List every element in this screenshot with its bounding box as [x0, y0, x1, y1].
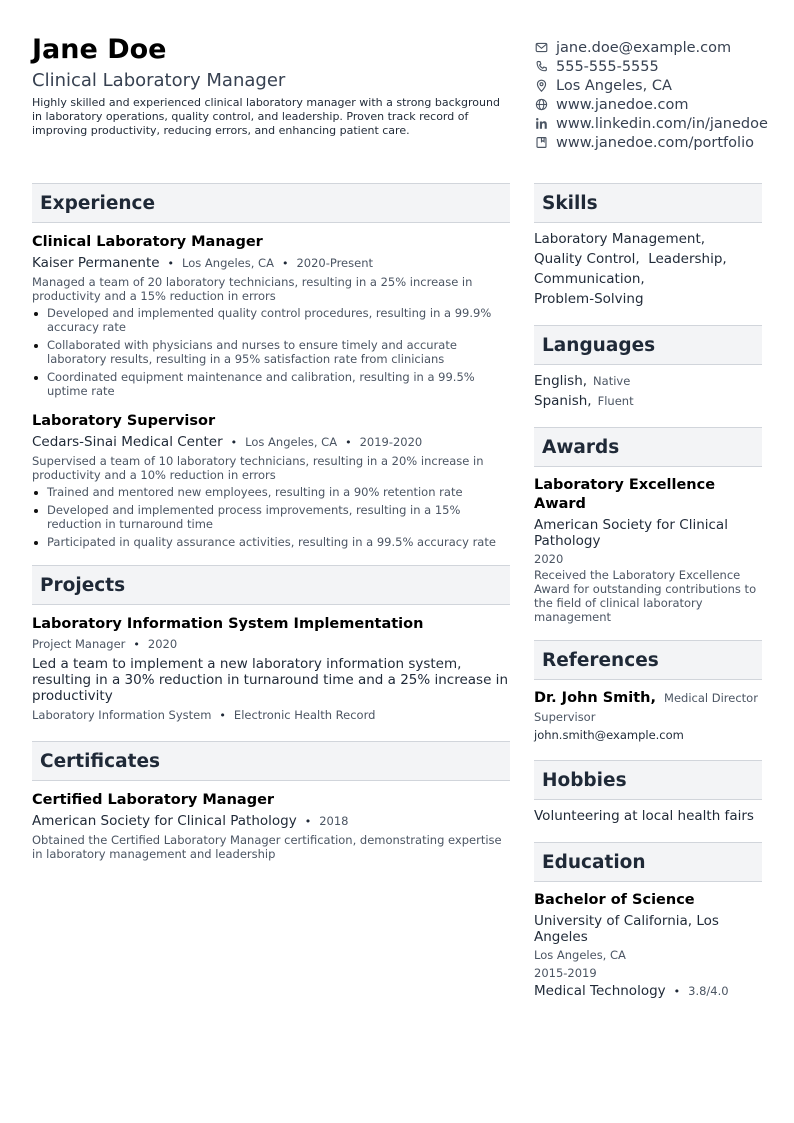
job-dates: 2019-2020 [359, 435, 423, 449]
skill-item: Communication, [534, 271, 645, 287]
education-heading: Education [534, 842, 762, 882]
education-section [534, 842, 762, 1001]
map-pin-icon [534, 79, 548, 93]
projects-heading: Projects [32, 565, 510, 605]
skills-section [534, 183, 762, 309]
contact-email[interactable] [534, 38, 794, 57]
award-title: Laboratory Excellence Award [534, 477, 716, 512]
contact-info [534, 38, 794, 152]
contact-location [534, 76, 794, 95]
main-column [32, 183, 510, 877]
skill-item: Leadership, [648, 251, 727, 267]
language-level: Fluent [597, 394, 634, 408]
experience-entry [32, 412, 510, 549]
contact-website[interactable] [534, 95, 794, 114]
project-tag: Electronic Health Record [233, 708, 376, 722]
school: University of California, Los Angeles [534, 913, 719, 945]
bookmark-icon [534, 136, 548, 150]
hobby-item: Volunteering at local health fairs [534, 808, 754, 824]
job-meta [32, 433, 510, 452]
job-title: Laboratory Supervisor [32, 413, 216, 429]
certificate-year: 2018 [319, 814, 349, 828]
side-column [534, 183, 762, 1017]
separator-dot: • [304, 815, 312, 828]
language-level: Native [593, 374, 631, 388]
hobbies-section [534, 760, 762, 826]
degree: Bachelor of Science [534, 892, 695, 908]
job-title: Clinical Laboratory Manager [32, 234, 263, 250]
award-year: 2020 [534, 552, 564, 566]
certificate-issuer: American Society for Clinical Pathology [32, 813, 297, 829]
project-description: Led a team to implement a new laboratory information system, resulting in a 30% reduction in turnaround time and a 25% increase in productivity [32, 656, 508, 704]
separator-dot: • [167, 257, 175, 270]
portfolio-link: www.janedoe.com/portfolio [556, 134, 754, 151]
hobbies-heading: Hobbies [534, 760, 762, 800]
linkedin-link: www.linkedin.com/in/janedoe [556, 115, 768, 132]
education-meta [534, 982, 762, 1001]
certificates-section [32, 741, 510, 861]
project-title: Laboratory Information System Implementation [32, 616, 424, 632]
references-section [534, 640, 762, 744]
experience-heading: Experience [32, 183, 510, 223]
gpa: 3.8/4.0 [688, 984, 729, 998]
bullet-item: Developed and implemented quality control procedures, resulting in a 99.9% accuracy rate [32, 306, 510, 334]
job-location: Los Angeles, CA [245, 435, 338, 449]
school-location: Los Angeles, CA [534, 948, 626, 962]
contact-phone[interactable] [534, 57, 794, 76]
candidate-name: Jane Doe [32, 34, 167, 65]
bullet-item: Coordinated equipment maintenance and calibration, resulting in a 99.5% uptime rate [32, 370, 510, 398]
phone-text: 555-555-5555 [556, 58, 659, 75]
skills-heading: Skills [534, 183, 762, 223]
references-heading: References [534, 640, 762, 680]
email-text: jane.doe@example.com [556, 39, 732, 56]
awards-section [534, 427, 762, 624]
company: Kaiser Permanente [32, 255, 160, 271]
job-bullets [32, 485, 510, 549]
certificates-heading: Certificates [32, 741, 510, 781]
location-text: Los Angeles, CA [556, 77, 672, 94]
skills-list [534, 229, 762, 309]
phone-icon [534, 60, 548, 74]
reference-entry [534, 689, 762, 744]
language-name: Spanish, [534, 393, 592, 409]
certificate-meta [32, 812, 510, 831]
project-meta [32, 635, 510, 654]
separator-dot: • [673, 985, 681, 998]
bullet-item: Developed and implemented process improvements, resulting in a 15% reduction in turnaround time [32, 503, 510, 531]
separator-dot: • [345, 436, 352, 449]
company: Cedars-Sinai Medical Center [32, 434, 223, 450]
award-entry [534, 476, 762, 624]
globe-icon [534, 98, 548, 112]
awards-heading: Awards [534, 427, 762, 467]
languages-heading: Languages [534, 325, 762, 365]
languages-list [534, 371, 762, 411]
project-tag: Laboratory Information System [32, 708, 212, 722]
education-entry [534, 891, 762, 1001]
mail-icon [534, 41, 548, 55]
linkedin-icon [534, 117, 548, 131]
award-org: American Society for Clinical Pathology [534, 517, 728, 549]
contact-portfolio[interactable] [534, 133, 794, 152]
job-bullets [32, 306, 510, 398]
major: Medical Technology [534, 983, 666, 999]
reference-email[interactable]: john.smith@example.com [534, 728, 684, 742]
experience-entry [32, 233, 510, 398]
skill-item: Quality Control, [534, 251, 640, 267]
languages-section [534, 325, 762, 411]
reference-relation: Supervisor [534, 710, 596, 724]
job-summary: Supervised a team of 10 laboratory technicians, resulting in a 20% increase in productivity and a 10% reduction in errors [32, 454, 484, 482]
candidate-title: Clinical Laboratory Manager [32, 70, 286, 91]
education-dates: 2015-2019 [534, 966, 597, 980]
bullet-item: Collaborated with physicians and nurses to ensure timely and accurate laboratory results, resulting in a 95% satisfaction rate from clinicians [32, 338, 510, 366]
separator-dot: • [281, 257, 289, 270]
project-year: 2020 [147, 637, 178, 651]
projects-section [32, 565, 510, 725]
separator-dot: • [230, 436, 238, 449]
skill-item: Problem-Solving [534, 291, 644, 307]
separator-dot: • [219, 709, 226, 722]
skill-item: Laboratory Management, [534, 231, 706, 247]
contact-linkedin[interactable] [534, 114, 794, 133]
job-location: Los Angeles, CA [182, 256, 274, 270]
bullet-item: Participated in quality assurance activities, resulting in a 99.5% accuracy rate [32, 535, 510, 549]
job-summary: Managed a team of 20 laboratory technicians, resulting in a 25% increase in productivity and a 15% reduction in errors [32, 275, 473, 303]
certificate-entry [32, 791, 510, 861]
website-link: www.janedoe.com [556, 96, 689, 113]
certificate-title: Certified Laboratory Manager [32, 792, 275, 808]
project-entry [32, 615, 510, 725]
language-item [534, 391, 762, 411]
job-meta [32, 254, 510, 273]
award-description: Received the Laboratory Excellence Award for outstanding contributions to the field of clinical laboratory management [534, 568, 757, 624]
reference-header [534, 689, 762, 708]
language-name: English, [534, 373, 588, 389]
summary: Highly skilled and experienced clinical laboratory manager with a strong background in laboratory operations, quality control, and leadership. Proven track record of improving productivity, reducing errors, and enhancing patient care. [32, 96, 500, 137]
experience-section [32, 183, 510, 549]
reference-name: Dr. John Smith, [534, 690, 657, 706]
header [32, 33, 510, 138]
reference-role: Medical Director [664, 691, 758, 705]
project-role: Project Manager [32, 637, 126, 651]
job-dates: 2020-Present [296, 256, 374, 270]
bullet-item: Trained and mentored new employees, resulting in a 90% retention rate [32, 485, 510, 499]
separator-dot: • [133, 638, 140, 651]
certificate-description: Obtained the Certified Laboratory Manager certification, demonstrating expertise in laboratory management and leadership [32, 833, 502, 861]
language-item [534, 371, 762, 391]
project-tags [32, 706, 510, 725]
